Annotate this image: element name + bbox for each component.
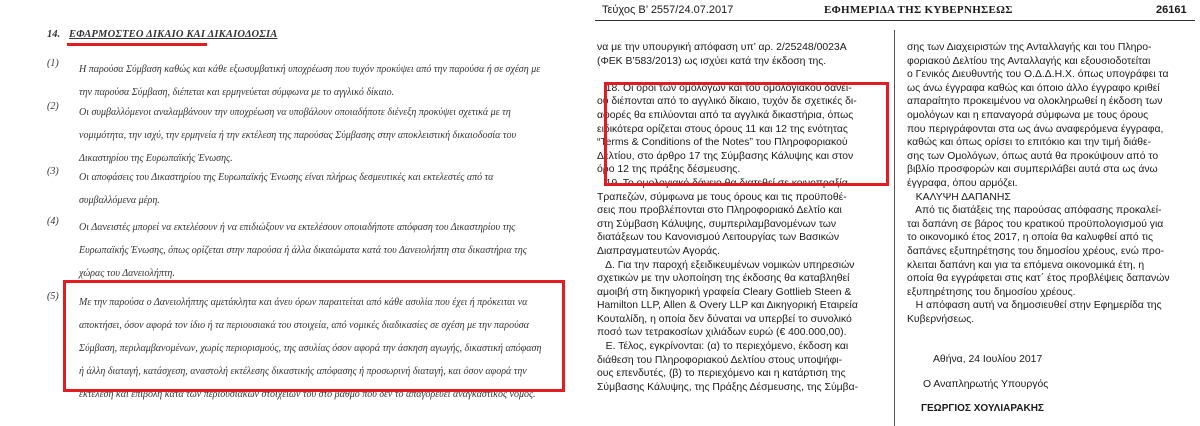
clause-number: (1): [47, 58, 59, 69]
column-line: Ε. Τέλος, εγκρίνονται: (α) το περιεχόμενο, έκδοση και: [597, 341, 849, 353]
clause-line: την παρούσα Σύμβαση, διέπεται και ερμηνεύεται σύμφωνα με το αγγλικό δίκαιο.: [79, 87, 395, 98]
column-line: καθώς και όπως ορίσει το επιτόκιο και την τιμή διάθε-: [907, 137, 1152, 149]
clause-line: Η παρούσα Σύμβαση καθώς και κάθε εξωσυμβατική υποχρέωση που τυχόν προκύψει από την παρούσα ή σε σχέση με: [79, 64, 541, 75]
column-line: απαραίτητο προκειμένου να ολοκληρωθεί η έκδοση των: [907, 96, 1163, 108]
clause-line: Οι αποφάσεις του Δικαστηρίου της Ευρωπαϊκής Ένωσης είναι πλήρως δεσμευτικές και εκτελεστές από τα: [79, 172, 494, 183]
signature-name: ΓΕΩΡΓΙΟΣ ΧΟΥΛΙΑΡΑΚΗΣ: [921, 403, 1044, 414]
gazette-page-panel: [585, 0, 1200, 426]
issue-label: Τεύχος B’ 2557/24.07.2017: [602, 4, 734, 16]
column-line: “Terms & Conditions of the Notes” του Πληροφοριακού: [597, 137, 848, 149]
header-rule: [595, 20, 1195, 21]
column-line: που περιγράφονται στα ως άνω αναφερόμενα έγγραφα,: [907, 123, 1164, 135]
clause-line: εκτέλεση και επιβολή κατά των περιουσιακών στοιχείων του στο βαθμό που δεν το απαγορεύει αναγκαστικός νόμος.: [79, 389, 536, 400]
column-line: σεις που προβλέπονται στο Πληροφοριακό Δελτίο και: [597, 205, 842, 217]
clause-number: (3): [47, 166, 59, 177]
column-line: στη Σύμβαση Κάλυψης, συμπεριλαμβανομένων των: [597, 218, 837, 230]
paragraph-18-highlight-box: [604, 82, 889, 186]
column-line: ειδικότερα ορίζεται στους όρους 11 και 12 της ενότητας: [597, 123, 848, 135]
clause-number: (4): [47, 216, 59, 227]
column-line: Από τις διατάξεις της παρούσας απόφασης προκαλεί-: [907, 205, 1162, 217]
clause-line: συμβαλλόμενα μέρη.: [79, 195, 160, 206]
column-line: Δελτίου, στο άρθρο 17 της Σύμβασης Κάλυψης και στον: [597, 150, 854, 162]
clause-line: χώρας του Δανειολήπτη.: [79, 268, 175, 279]
column-line: ους επενδυτές, (β) το περιεχόμενο και η κατάρτιση της: [597, 368, 846, 380]
clause-line: Ευρωπαϊκής Ένωσης, όπως ορίζεται στην παρούσα ή άλλα δικαιώματα κατά του Δανειολήπτη στα δικαστήρια της: [79, 245, 527, 256]
column-line: όρο 12 της πράξης δέσμευσης.: [597, 164, 741, 176]
clause-line: Δικαστηρίου της Ευρωπαϊκής Ένωσης.: [79, 153, 233, 164]
column-divider: [894, 30, 895, 426]
column-line: σχετικών με την υλοποίηση της έκδοσης θα καταβληθεί: [597, 273, 850, 285]
clause-line: νομιμότητα, την ισχύ, την ερμηνεία ή την εκτέλεση της παρούσας Σύμβασης στην αποκλειστική δικαιοδοσία του: [79, 130, 517, 141]
column-line: διατάξεων του Κανονισμού Λειτουργίας των Βασικών: [597, 232, 840, 244]
column-line: οποία θα εγγράφεται στις κατ΄ έτος προβλέψεις δαπανών: [907, 273, 1170, 285]
newspaper-title: ΕΦΗΜΕΡΙΔΑ ΤΗΣ ΚΥΒΕΡΝΗΣΕΩΣ: [824, 4, 1013, 16]
column-line: Σύμβασης Κάλυψης, της Πράξης Δέσμευσης, της Σύμβα-: [597, 381, 859, 393]
column-line: ομολόγων και η επαναγορά σύμφωνα με τους όρους: [907, 109, 1149, 121]
column-line: 19. Το ομολογιακό δάνειο θα διατεθεί σε κοινοπραξία: [597, 177, 848, 189]
column-line: αμοιβή στη δικηγορική γραφεία Cleary Gottlieb Steen &: [597, 286, 852, 298]
page-number: 26161: [1156, 4, 1187, 16]
column-line: το οικονομικό έτος 2017, η οποία θα καλυφθεί από τις: [907, 232, 1153, 244]
clause-line: Οι Δανειστές μπορεί να εκτελέσουν ή να επιδιώξουν να εκτελέσουν οποιαδήποτε απόφαση του Δικαστηρίου της: [79, 222, 516, 233]
clause-line: ή άλλη διαταγή, κατάσχεση, αναστολή εκτέλεσης δικαστικής απόφασης ή προσωρινή διαταγή, και όσον αφορά την: [79, 366, 527, 377]
column-line: Hamilton LLP, Allen & Overy LLP και Δικηγορική Εταιρεία: [597, 300, 858, 312]
column-line: σης των Διαχειριστών της Ανταλλαγής και του Πληρο-: [907, 42, 1152, 53]
clause-line: αποκτήσει, όσον αφορά τον ίδιο ή τα περιουσιακά του στοιχεία, από νομικές διαδικασίες σε σχέση με την παρούσα: [79, 320, 529, 331]
column-line: σης των Ομολόγων, όπως αυτά θα προκύψουν από το: [907, 150, 1159, 162]
column-line: Κουταλίδη, η οποία δεν δύναται να υπερβεί το συνολικό: [597, 313, 852, 325]
clause-number: (2): [47, 101, 59, 112]
signature-role: Ο Αναπληρωτής Υπουργός: [923, 379, 1049, 390]
column-line: Διαπραγματευτών Αγοράς.: [597, 245, 721, 257]
column-line: ποσό των τετρακοσίων χιλιάδων ευρώ (€ 400.000,00).: [597, 327, 847, 339]
column-line: Κυβερνήσεως.: [907, 313, 975, 325]
title-red-underline: [67, 43, 207, 46]
column-line: βιβλίο προσφορών και συμπεριλάβει αυτά στα ως άνω: [907, 164, 1158, 176]
column-line: (ΦΕΚ Β’583/2013) ως ισχύει κατά την έκδοση της.: [597, 55, 827, 67]
signature-date: Αθήνα, 24 Ιουλίου 2017: [933, 354, 1043, 365]
column-line: Τραπεζών, σύμφωνα με τους όρους και τις προϋποθέ-: [597, 191, 847, 203]
column-line: [597, 68, 889, 82]
clause-line: Σύμβαση, περιλαμβανομένων, χωρίς περιορισμούς, της ασυλίας όσον αφορά την άσκηση αγωγής, δικαστική απόφαση: [79, 343, 542, 354]
clause-5-highlight-box: [63, 280, 565, 392]
column-line: εξυπηρέτησης του δημοσίου χρέους.: [907, 286, 1076, 298]
clause-text: [79, 58, 557, 104]
column-line: ται δαπάνη σε βάρος του κρατικού προϋπολογισμού για: [907, 218, 1164, 230]
column-line: έγγραφα, όπου αρμόζει.: [907, 177, 1018, 189]
column-line: δαπάνες εξυπηρέτησης του δημοσίου χρέους, ενώ προ-: [907, 245, 1165, 257]
column-line: Δ. Για την παροχή εξειδικευμένων νομικών υπηρεσιών: [597, 259, 855, 271]
column-line: 18. Οι όροι των ομολόγων και του ομολογιακού δανεί-: [597, 82, 852, 94]
clause-text: [79, 166, 557, 212]
text-column-right: [907, 41, 1197, 326]
clause-line: Με την παρούσα ο Δανειολήπτης αμετάκλητα και άνευ όρων παραιτείται από κάθε ασυλία που έχει ή πρόκειται να: [79, 297, 528, 308]
contract-excerpt-panel: [0, 0, 585, 426]
section-number: 14.: [47, 29, 61, 40]
clause-line: Οι συμβαλλόμενοι αναλαμβάνουν την υποχρέωση να υποβάλουν οποιαδήποτε διένεξη προκύψει σχετικά με τη: [79, 107, 511, 118]
column-line: κλειται δαπάνη και για τα επόμενα οικονομικά έτη, η: [907, 259, 1145, 271]
clause-number: (5): [47, 291, 59, 302]
column-line: αφορές θα επιλύονται από τα αγγλικά δικαστήρια, όπως: [597, 109, 854, 121]
column-line: να με την υπουργική απόφαση υπ’ αρ. 2/25248/0023A: [597, 42, 847, 53]
column-line: Η απόφαση αυτή να δημοσιευθεί στην Εφημερίδα της: [907, 300, 1162, 312]
column-line: διάθεση του Πληροφοριακού Δελτίου στους υποψήφι-: [597, 354, 843, 366]
column-line: φοριακού Δελτίου της Ανταλλαγής και εξουσιοδοτείται: [907, 55, 1151, 67]
clause-text: [79, 101, 557, 170]
column-line: ο Γενικός Διευθυντής του Ο.Δ.Δ.Η.Χ. όπως υπογράφει τα: [907, 69, 1169, 81]
section-title: ΕΦΑΡΜΟΣΤΕΟ ΔΙΚΑΙΟ ΚΑΙ ΔΙΚΑΙΟΔΟΣΙΑ: [69, 29, 278, 40]
column-line: ως άνω έγγραφα καθώς και όποιο άλλο έγγραφο κριθεί: [907, 82, 1160, 94]
clause-text: [79, 216, 557, 285]
column-line: ΚΑΛΥΨΗ ΔΑΠΑΝΗΣ: [907, 191, 1011, 203]
column-line: ου διέπονται από το αγγλικό δίκαιο, τυχόν δε σχετικές δι-: [597, 96, 857, 108]
